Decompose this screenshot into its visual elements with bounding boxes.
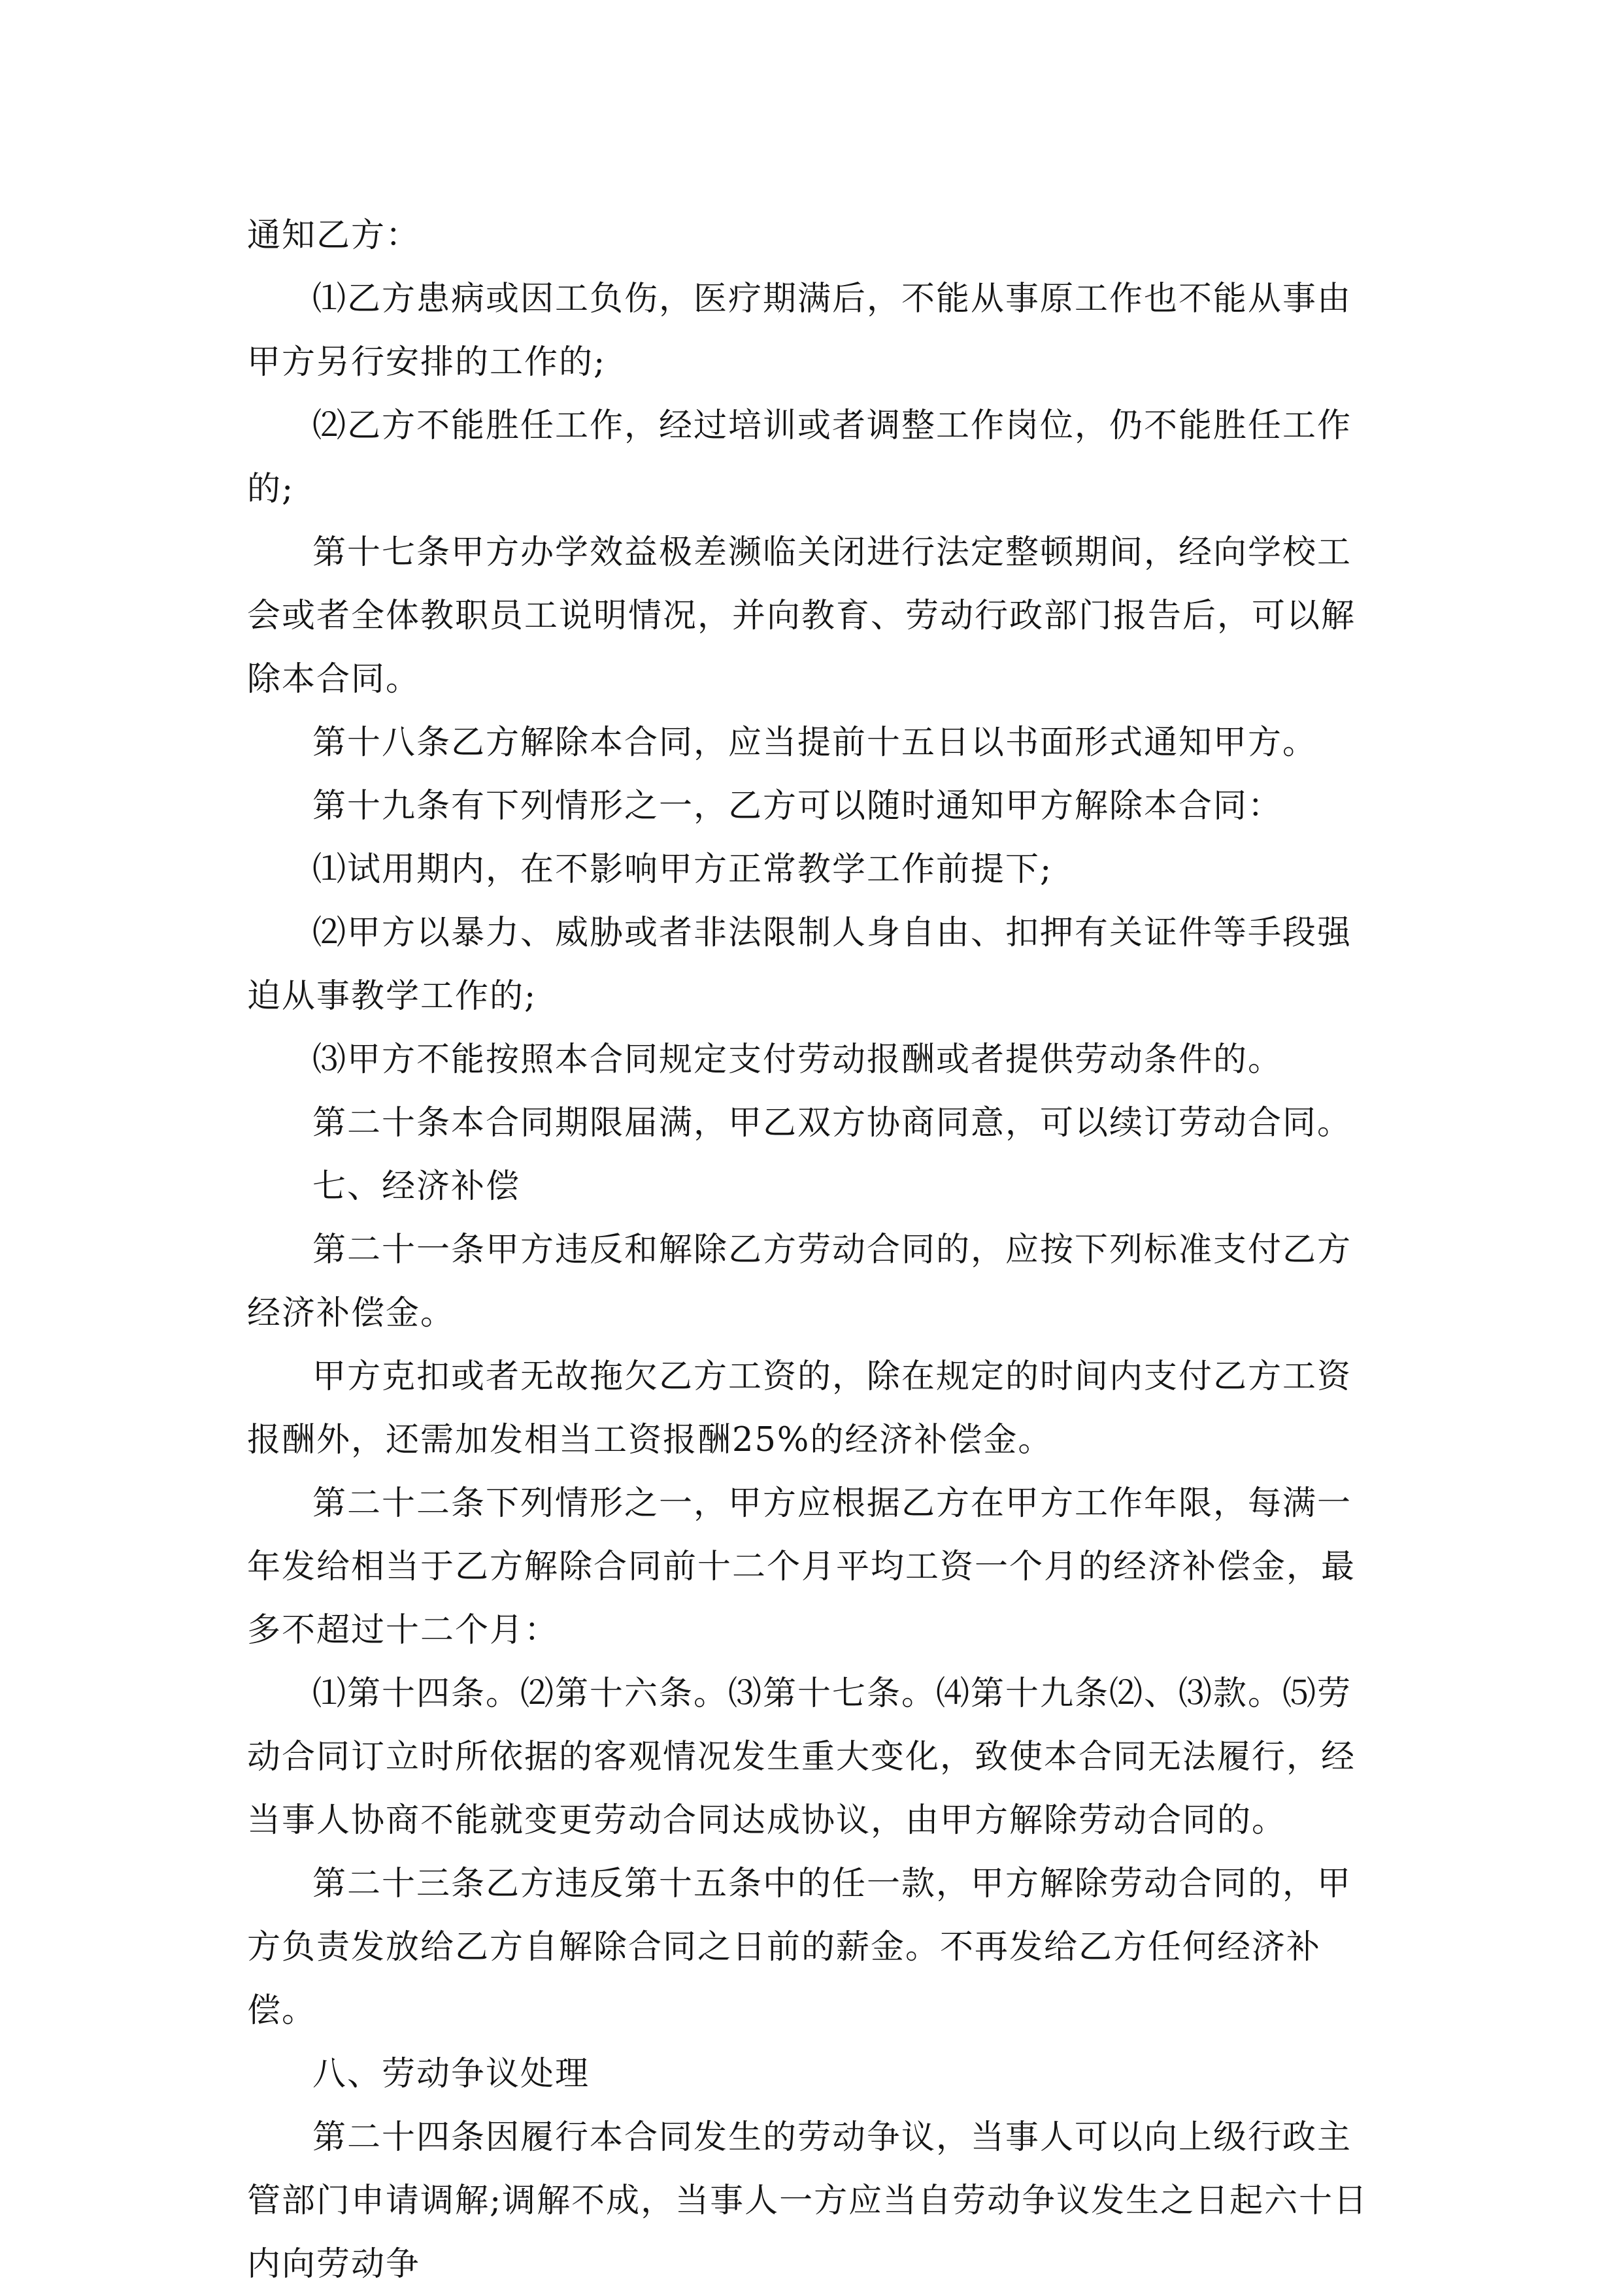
paragraph: 第二十四条因履行本合同发生的劳动争议，当事人可以向上级行政主管部门申请调解;调解不成，当事人一方应当自劳动争议发生之日起六十日内向劳动争 <box>247 2118 1369 2284</box>
paragraph: ⑶甲方不能按照本合同规定支付劳动报酬或者提供劳动条件的。 <box>312 1040 1283 1079</box>
paragraph: 第二十一条甲方违反和解除乙方劳动合同的，应按下列标准支付乙方经济补偿金。 <box>247 1231 1352 1333</box>
paragraph: 第十九条有下列情形之一，乙方可以随时通知甲方解除本合同： <box>312 787 1283 825</box>
paragraph: ⑴第十四条。⑵第十六条。⑶第十七条。⑷第十九条⑵、⑶款。⑸劳动合同订立时所依据的客观情况发生重大变化，致使本合同无法履行，经当事人协商不能就变更劳动合同达成协议，由甲方解除劳动合同的。 <box>247 1674 1356 1840</box>
paragraph: 通知乙方： <box>247 216 421 255</box>
paragraph: ⑵乙方不能胜任工作，经过培训或者调整工作岗位，仍不能胜任工作的; <box>247 407 1352 508</box>
paragraph: 第十七条甲方办学效益极差濒临关闭进行法定整顿期间，经向学校工会或者全体教职员工说明情况，并向教育、劳动行政部门报告后，可以解除本合同。 <box>247 533 1356 699</box>
paragraph: 第二十二条下列情形之一，甲方应根据乙方在甲方工作年限，每满一年发给相当于乙方解除合同前十二个月平均工资一个月的经济补偿金，最多不超过十二个月： <box>247 1484 1356 1650</box>
section-heading: 七、经济补偿 <box>312 1167 521 1206</box>
document-body <box>247 204 1377 2296</box>
section-heading: 八、劳动争议处理 <box>312 2055 590 2093</box>
paragraph: 第二十条本合同期限届满，甲乙双方协商同意，可以续订劳动合同。 <box>312 1104 1352 1142</box>
paragraph: ⑵甲方以暴力、威胁或者非法限制人身自由、扣押有关证件等手段强迫从事教学工作的; <box>247 914 1352 1016</box>
paragraph: 第二十三条乙方违反第十五条中的任一款，甲方解除劳动合同的，甲方负责发放给乙方自解除合同之日前的薪金。不再发给乙方任何经济补偿。 <box>247 1865 1352 2030</box>
paragraph: 甲方克扣或者无故拖欠乙方工资的，除在规定的时间内支付乙方工资报酬外，还需加发相当工资报酬25%的经济补偿金。 <box>247 1357 1352 1459</box>
paragraph: ⑴试用期内，在不影响甲方正常教学工作前提下; <box>312 850 1053 889</box>
paragraph: ⑴乙方患病或因工负伤，医疗期满后，不能从事原工作也不能从事由甲方另行安排的工作的; <box>247 280 1352 382</box>
paragraph: 第十八条乙方解除本合同，应当提前十五日以书面形式通知甲方。 <box>312 724 1318 762</box>
